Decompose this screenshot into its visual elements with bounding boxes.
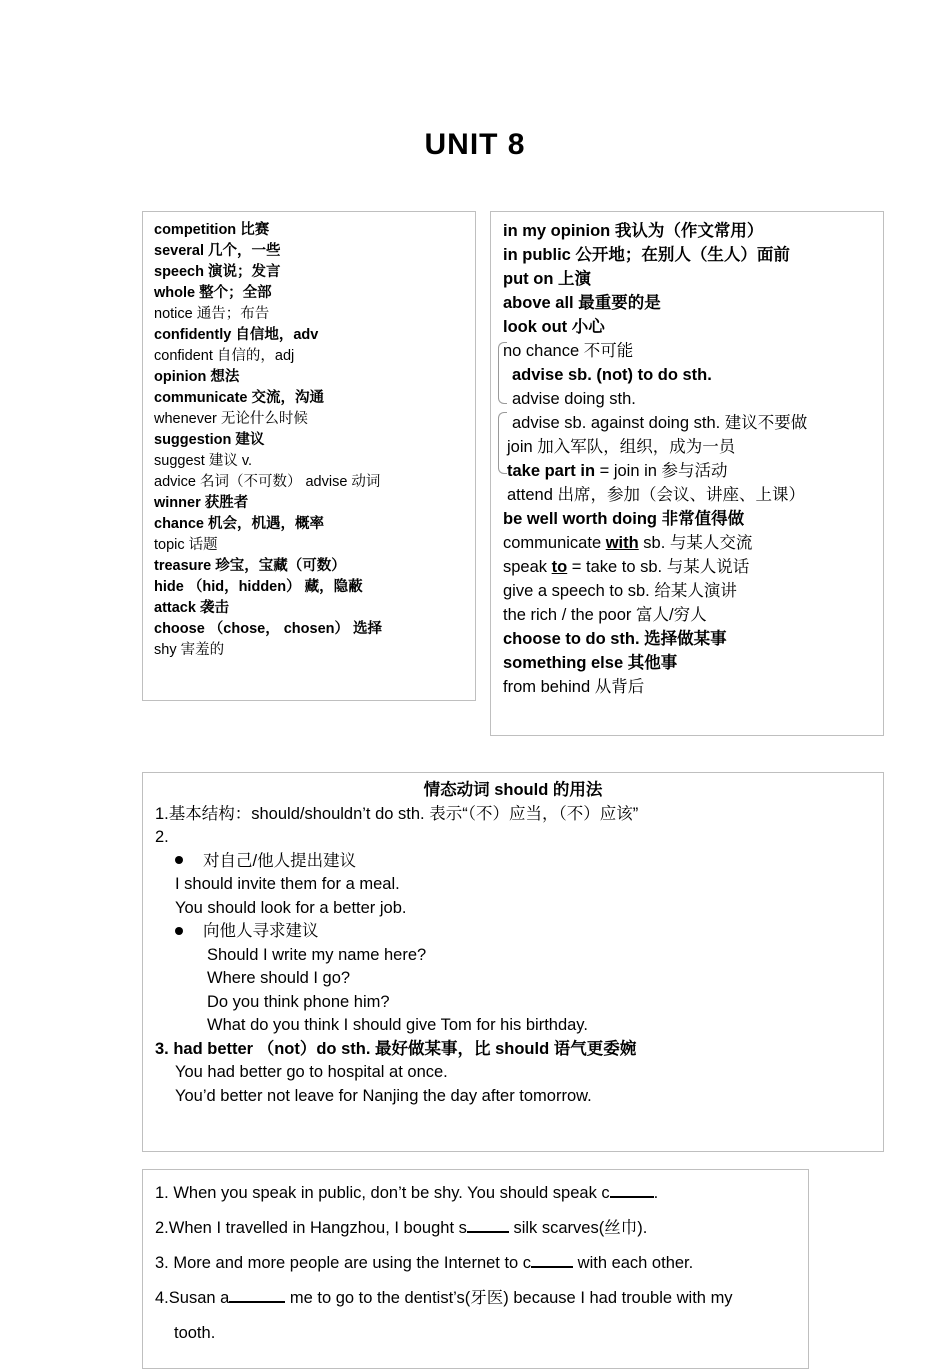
phrase-line: be well worth doing 非常值得做 [503, 510, 745, 528]
vocab-item: opinion 想法 [154, 369, 240, 385]
exercise-text: 4.Susan a [155, 1289, 230, 1307]
vocab-item: shy 害羞的 [154, 642, 225, 658]
brace-mark [498, 342, 507, 404]
text-line: 2. [155, 828, 169, 846]
vocab-item: confidently 自信地，adv [154, 327, 319, 343]
example-line: Do you think phone him? [207, 992, 390, 1011]
exercise-text: 1. When you speak in public, don’t be shy. You should speak c [155, 1184, 610, 1202]
exercise-item [155, 1246, 796, 1281]
bullet-icon [175, 927, 183, 935]
phrase-part: = take to sb. 与某人说话 [567, 558, 750, 576]
modal-verb-should-box [142, 772, 884, 1152]
text-line: 3. had better （not）do sth. 最好做某事，比 should 语气更委婉 [155, 1039, 637, 1058]
example-line: You should look for a better job. [175, 898, 407, 917]
vocab-item: notice 通告；布告 [154, 306, 270, 322]
phrase-line: above all 最重要的是 [503, 294, 661, 312]
vocabulary-box [142, 211, 476, 701]
example-line: Should I write my name here? [207, 945, 427, 964]
phrases-box [490, 211, 884, 736]
brace-mark [498, 412, 507, 474]
exercise-item: tooth. [174, 1324, 216, 1342]
phrase-part: communicate [503, 534, 606, 552]
vocab-item: several 几个，一些 [154, 243, 281, 259]
phrase-part: sb. 与某人交流 [638, 534, 753, 552]
vocab-item: topic 话题 [154, 537, 218, 553]
phrase-part: speak [503, 558, 552, 576]
phrase-part: = join in 参与活动 [595, 462, 728, 480]
exercise-item [155, 1211, 796, 1246]
vocab-item: confident 自信的，adj [154, 348, 295, 364]
section-heading: 情态动词 should 的用法 [423, 781, 603, 799]
page-title: UNIT 8 [424, 128, 526, 161]
vocab-item: competition 比赛 [154, 222, 270, 238]
phrase-line: advise sb. against doing sth. 建议不要做 [512, 414, 808, 432]
answer-blank[interactable] [229, 1287, 285, 1303]
answer-blank[interactable] [610, 1182, 654, 1198]
example-line: What do you think I should give Tom for his birthday. [207, 1016, 588, 1034]
answer-blank[interactable] [467, 1217, 509, 1233]
exercise-text: with each other. [573, 1254, 694, 1272]
bullet-text: 对自己/他人提出建议 [203, 851, 357, 870]
phrase-line: join 加入军队，组织，成为一员 [507, 438, 736, 456]
phrase-line: in my opinion 我认为（作文常用） [503, 222, 764, 240]
exercise-text: 2.When I travelled in Hangzhou, I bought s [155, 1219, 467, 1237]
phrase-line: put on 上演 [503, 270, 591, 288]
vocab-item: winner 获胜者 [154, 495, 249, 511]
phrase-underlined-word: to [551, 558, 568, 576]
vocab-item: hide （hid，hidden） 藏，隐蔽 [154, 579, 363, 595]
vocab-item: attack 袭击 [154, 600, 229, 616]
exercise-box [142, 1169, 809, 1369]
bullet-icon [175, 856, 183, 864]
phrase-line: attend 出席，参加（会议、讲座、上课） [507, 486, 805, 504]
phrase-underlined-word: with [605, 534, 639, 552]
vocab-item: chance 机会，机遇，概率 [154, 516, 324, 532]
answer-blank[interactable] [531, 1252, 573, 1268]
phrase-line: from behind 从背后 [503, 678, 645, 696]
vocab-item: advice 名词（不可数） advise 动词 [154, 474, 381, 490]
example-line: You had better go to hospital at once. [175, 1063, 448, 1081]
phrase-line: advise sb. (not) to do sth. [512, 366, 712, 384]
exercise-text: silk scarves(丝巾). [508, 1219, 648, 1237]
text-line: 1.基本结构：should/shouldn’t do sth. 表示“（不）应当，（不）应该” [155, 804, 639, 823]
exercise-text: me to go to the dentist’s(牙医) because I had trouble with my [285, 1289, 733, 1307]
phrase-line: no chance 不可能 [503, 342, 634, 360]
phrase-line: choose to do sth. 选择做某事 [503, 630, 727, 648]
phrase-line: advise doing sth. [512, 390, 636, 408]
vocab-item: whenever 无论什么时候 [154, 411, 308, 427]
phrase-bold-part: take part in [507, 462, 596, 480]
vocab-item: communicate 交流，沟通 [154, 390, 324, 406]
example-line: Where should I go? [207, 969, 351, 987]
phrase-line [503, 459, 871, 483]
phrase-line: give a speech to sb. 给某人演讲 [503, 582, 737, 600]
vocab-item: suggestion 建议 [154, 432, 265, 448]
phrase-line: look out 小心 [503, 318, 605, 336]
vocab-item: suggest 建议 v. [154, 453, 253, 469]
exercise-text: . [653, 1184, 659, 1202]
vocab-item: speech 演说；发言 [154, 264, 281, 280]
bullet-text: 向他人寻求建议 [203, 922, 319, 940]
vocab-item: treasure 珍宝，宝藏（可数） [154, 558, 346, 574]
bullet-item [155, 850, 871, 874]
phrase-line [503, 531, 871, 555]
exercise-text: 3. More and more people are using the Internet to c [155, 1254, 532, 1272]
phrase-line [503, 555, 871, 579]
vocab-item: choose （chose， chosen） 选择 [154, 621, 383, 637]
exercise-item [155, 1176, 796, 1211]
exercise-item [155, 1281, 796, 1316]
phrase-line: in public 公开地；在别人（生人）面前 [503, 246, 790, 264]
phrase-line: the rich / the poor 富人/穷人 [503, 606, 707, 624]
phrase-line: something else 其他事 [503, 654, 678, 672]
example-line: I should invite them for a meal. [175, 875, 400, 893]
bullet-item [155, 920, 871, 944]
example-line: You’d better not leave for Nanjing the day after tomorrow. [175, 1086, 592, 1105]
vocab-item: whole 整个；全部 [154, 285, 272, 301]
